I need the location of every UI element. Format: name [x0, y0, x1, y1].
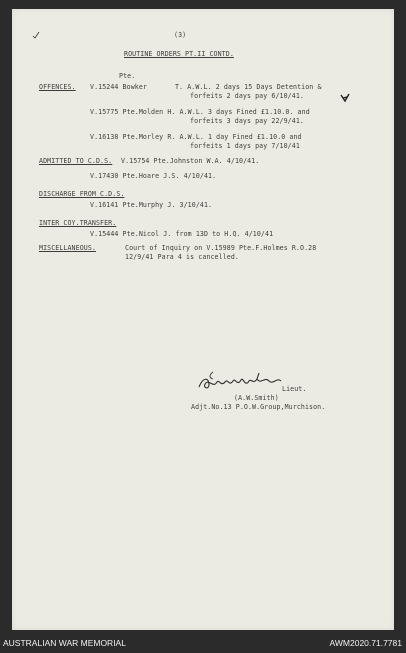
entry-line: V.15754 Pte.Johnston W.A. 4/10/41.: [121, 157, 260, 165]
ink-mark: [340, 93, 350, 103]
signature-appointment: Adjt.No.13 P.O.W.Group,Murchison.: [191, 403, 326, 411]
handwritten-signature: [195, 367, 291, 395]
pte-above: Pte.: [119, 72, 136, 80]
entry-line: forfeits 1 days pay 7/10/41: [190, 142, 300, 150]
entry-line: forfeits 2 days pay 6/10/41.: [190, 92, 304, 100]
archive-footer: [0, 633, 406, 653]
entry-line: V.16141 Pte.Murphy J. 3/10/41.: [90, 201, 213, 209]
entry-line: V.15775 Pte.Molden H. A.W.L. 3 days Fined £1.10.0. and: [90, 108, 310, 116]
entry-line: V.15244 Bowker: [90, 83, 147, 91]
entry-line: V.15444 Pte.Nicol J. from 13D to H.Q. 4/10/41: [90, 230, 274, 238]
heading-transfer: INTER COY.TRANSFER.: [39, 219, 117, 227]
document-page: [12, 9, 394, 630]
signature-name: (A.W.Smith): [234, 394, 279, 402]
heading-admitted: ADMITTED TO C.D.S.: [39, 157, 113, 165]
entry-line: V.17430 Pte.Hoare J.S. 4/10/41.: [90, 172, 217, 180]
page-title: ROUTINE ORDERS PT.II CONTD.: [124, 50, 234, 58]
entry-line: Court of Inquiry on V.15989 Pte.F.Holmes R.O.28: [125, 244, 317, 252]
signature-rank: Lieut.: [282, 385, 307, 393]
page-number: (3): [174, 31, 187, 39]
tick-mark: [32, 31, 40, 39]
entry-line: V.16138 Pte.Morley R. A.W.L. 1 day Fined £1.10.0 and: [90, 133, 302, 141]
footer-reference: AWM2020.71.7781: [329, 638, 402, 648]
entry-line: 12/9/41 Para 4 is cancelled.: [125, 253, 239, 261]
heading-misc: MISCELLANEOUS.: [39, 244, 96, 252]
entry-line: forfeits 3 days pay 22/9/41.: [190, 117, 304, 125]
heading-offences: OFFENCES.: [39, 83, 76, 91]
footer-institution: AUSTRALIAN WAR MEMORIAL: [3, 638, 126, 648]
entry-line: T. A.W.L. 2 days 15 Days Detention &: [175, 83, 322, 91]
heading-discharge: DISCHARGE FROM C.D.S.: [39, 190, 125, 198]
